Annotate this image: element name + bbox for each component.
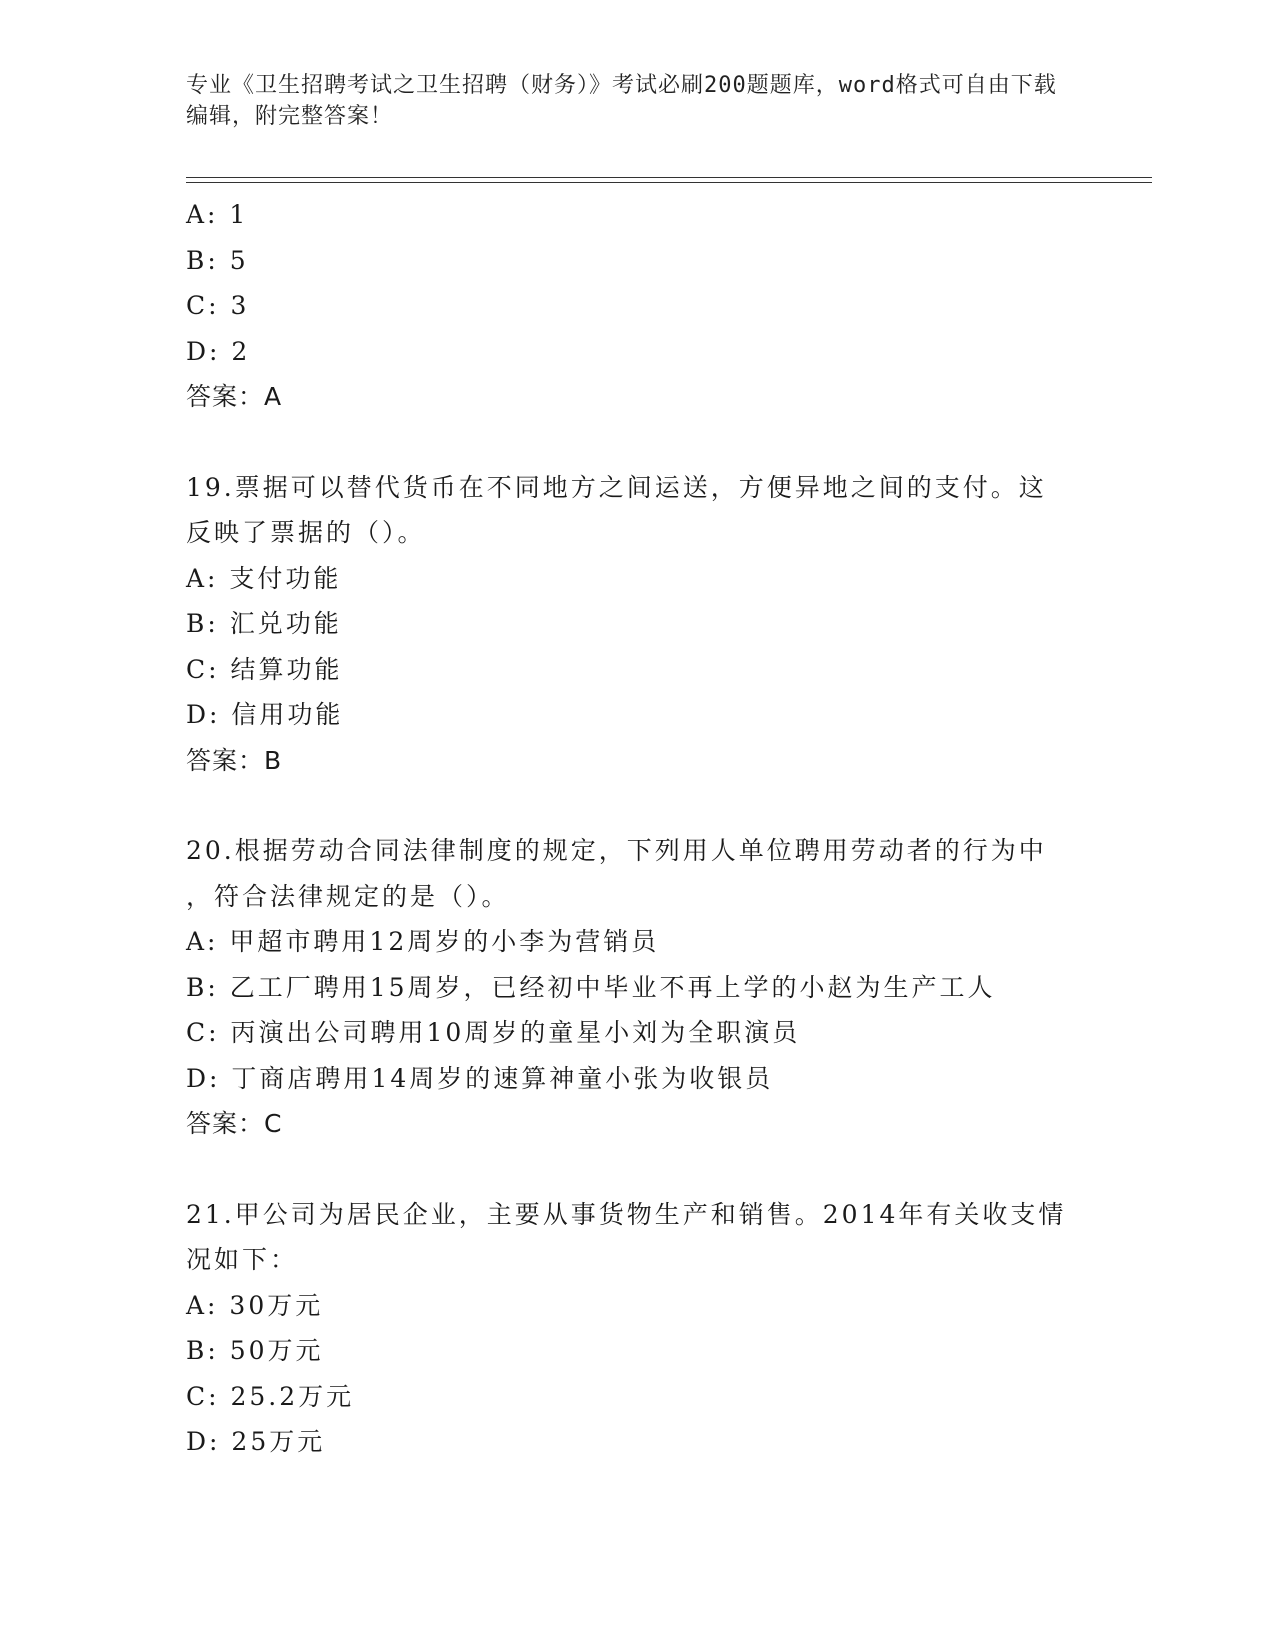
question-stem: 21.甲公司为居民企业，主要从事货物生产和销售。2014年有关收支情 bbox=[186, 1199, 1067, 1229]
question-21 bbox=[186, 1192, 1086, 1465]
question-19 bbox=[186, 465, 1086, 784]
option-b: B: 50万元 bbox=[186, 1336, 324, 1365]
option-b: B: 5 bbox=[186, 245, 249, 275]
option-d: D: 丁商店聘用14周岁的速算神童小张为收银员 bbox=[186, 1063, 774, 1093]
option-c: C: 3 bbox=[186, 291, 250, 320]
option-b: B: 汇兑功能 bbox=[186, 609, 342, 638]
option-c: C: 丙演出公司聘用10周岁的童星小刘为全职演员 bbox=[186, 1018, 801, 1047]
option-a: A: 甲超市聘用12周岁的小李为营销员 bbox=[186, 927, 660, 956]
question-20 bbox=[186, 828, 1086, 1147]
option-a: A: 1 bbox=[186, 200, 249, 229]
option-c: C: 结算功能 bbox=[186, 654, 343, 684]
option-a: A: 支付功能 bbox=[186, 563, 342, 593]
option-d: D: 2 bbox=[186, 336, 251, 366]
option-d: D: 25万元 bbox=[186, 1427, 326, 1456]
header-rule-bottom bbox=[186, 182, 1152, 183]
question-stem: 19.票据可以替代货币在不同地方之间运送，方便异地之间的支付。这 bbox=[186, 472, 1047, 502]
spacer bbox=[186, 420, 1086, 465]
question-stem: 20.根据劳动合同法律制度的规定，下列用人单位聘用劳动者的行为中 bbox=[186, 836, 1047, 865]
option-c: C: 25.2万元 bbox=[186, 1381, 355, 1411]
document-header: 专业《卫生招聘考试之卫生招聘（财务）》考试必刷200题题库，word格式可自由下载编辑，附完整答案！ bbox=[186, 73, 1057, 129]
question-stem-continued: 况如下： bbox=[186, 1245, 299, 1274]
answer: 答案：A bbox=[186, 382, 283, 411]
option-b: B: 乙工厂聘用15周岁，已经初中毕业不再上学的小赵为生产工人 bbox=[186, 972, 996, 1002]
question-stem-continued: 反映了票据的（）。 bbox=[186, 518, 426, 547]
option-a: A: 30万元 bbox=[186, 1290, 324, 1320]
answer: 答案：B bbox=[186, 745, 283, 775]
spacer bbox=[186, 1147, 1086, 1192]
question-content bbox=[186, 192, 1086, 1465]
option-d: D: 信用功能 bbox=[186, 700, 344, 729]
spacer bbox=[186, 783, 1086, 828]
header-rule-top bbox=[186, 177, 1152, 178]
answer: 答案：C bbox=[186, 1109, 283, 1138]
question-18-continued bbox=[186, 192, 1086, 420]
question-stem-continued: ，符合法律规定的是（）。 bbox=[186, 881, 510, 911]
